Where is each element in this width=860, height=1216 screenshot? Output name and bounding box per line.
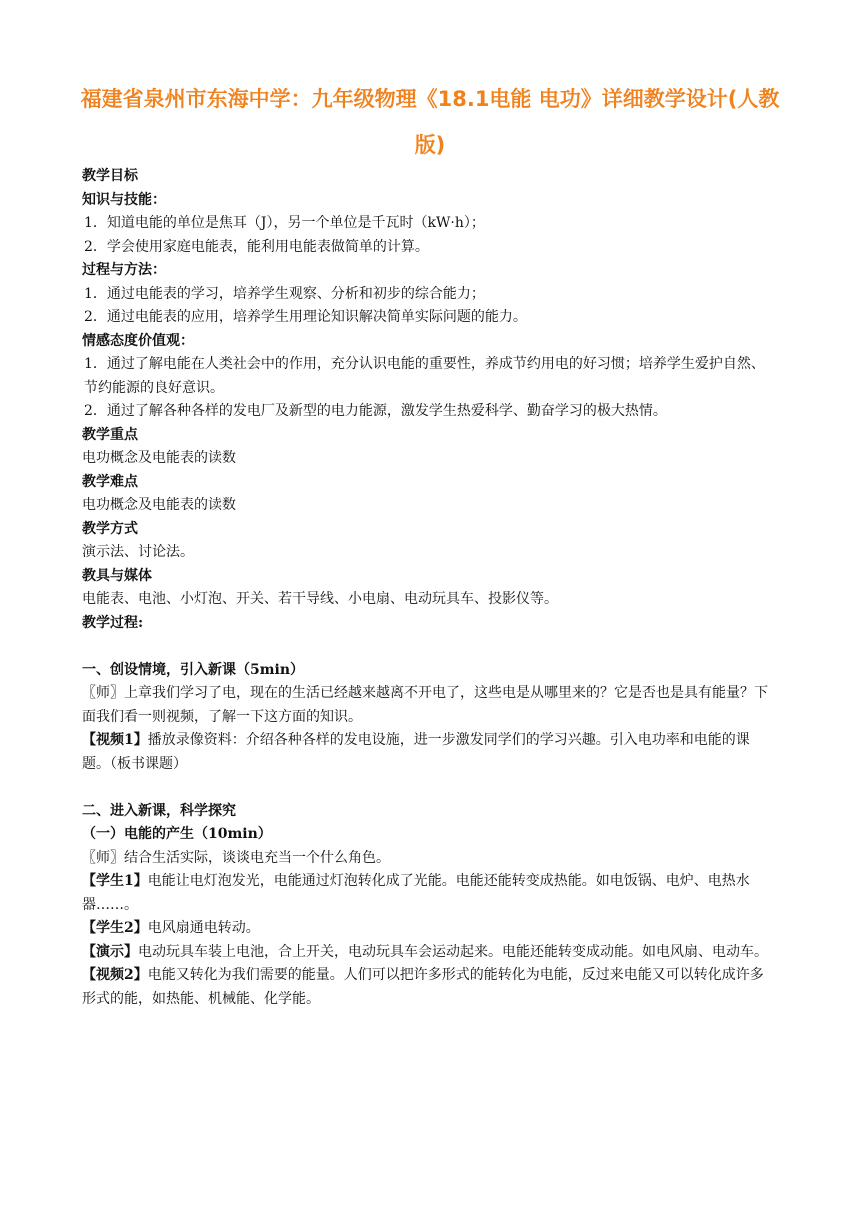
part2-subheading-1: （一）电能的产生（10min） xyxy=(82,826,272,842)
key-heading: 教学重点 xyxy=(82,426,138,443)
video1-text: 播放录像资料：介绍各种各样的发电设施，进一步激发同学们的学习兴趣。引入电功率和电能的课题。（板书课题） xyxy=(82,732,750,772)
process-steps-heading: 教学过程: xyxy=(82,614,144,631)
process-heading: 过程与方法： xyxy=(82,262,166,278)
spacer xyxy=(82,776,772,800)
difficulty-heading: 教学难点 xyxy=(82,473,138,490)
part1-paragraph-2 xyxy=(82,729,772,776)
knowledge-heading: 知识与技能： xyxy=(82,191,166,208)
emotion-heading: 情感态度价值观： xyxy=(82,332,194,349)
emotion-item-1: 1．通过了解电能在人类社会中的作用，充分认识电能的重要性，养成节约用电的好习惯；培养学生爱护自然、节约能源的良好意识。 xyxy=(84,356,765,396)
demo-text: 电动玩具车装上电池，合上开关，电动玩具车会运动起来。电能还能转变成动能。如电风扇、电动车。 xyxy=(138,943,768,960)
part1-heading: 一、创设情境，引入新课（5min） xyxy=(82,661,305,678)
spacer xyxy=(82,635,772,659)
method-text: 演示法、讨论法。 xyxy=(82,544,194,560)
student1-label: 【学生1】 xyxy=(82,873,148,889)
video1-label: 【视频1】 xyxy=(82,732,148,748)
video2-label: 【视频2】 xyxy=(82,967,148,983)
tools-text: 电能表、电池、小灯泡、开关、若干导线、小电扇、电动玩具车、投影仪等。 xyxy=(82,591,558,607)
knowledge-item-1: 1．知道电能的单位是焦耳（J），另一个单位是千瓦时（kW·h）； xyxy=(84,215,485,231)
difficulty-text: 电功概念及电能表的读数 xyxy=(82,497,236,513)
part2-paragraph-4 xyxy=(82,941,772,965)
student2-label: 【学生2】 xyxy=(82,920,148,936)
goals-heading: 教学目标 xyxy=(82,168,138,184)
document-body xyxy=(82,165,772,1011)
part2-paragraph-1: 〖师〗结合生活实际，谈谈电充当一个什么角色。 xyxy=(82,849,390,866)
student2-text: 电风扇通电转动。 xyxy=(147,920,260,936)
document-title: 福建省泉州市东海中学：九年级物理《18.1电能 电功》详细教学设计(人教版) xyxy=(80,87,780,157)
demo-label: 【演示】 xyxy=(82,943,138,960)
key-text: 电功概念及电能表的读数 xyxy=(82,450,236,466)
part1-paragraph-1: 〖师〗上章我们学习了电，现在的生活已经越来越离不开电了，这些电是从哪里来的？它是否也是具有能量？下面我们看一则视频，了解一下这方面的知识。 xyxy=(82,685,768,725)
part2-heading: 二、进入新课，科学探究 xyxy=(82,802,236,819)
method-heading: 教学方式 xyxy=(82,520,138,537)
part2-paragraph-2 xyxy=(82,870,772,917)
part2-paragraph-5 xyxy=(82,964,772,1011)
emotion-item-2: 2．通过了解各种各样的发电厂及新型的电力能源，激发学生热爱科学、勤奋学习的极大热情。 xyxy=(84,403,667,419)
tools-heading: 教具与媒体 xyxy=(82,567,152,584)
part2-paragraph-3 xyxy=(82,917,772,941)
knowledge-item-2: 2．学会使用家庭电能表，能利用电能表做简单的计算。 xyxy=(84,238,429,255)
process-item-1: 1．通过电能表的学习，培养学生观察、分析和初步的综合能力； xyxy=(84,285,485,302)
student1-text: 电能让电灯泡发光，电能通过灯泡转化成了光能。电能还能转变成热能。如电饭锅、电炉、电热水器……。 xyxy=(82,873,750,913)
video2-text: 电能又转化为我们需要的能量。人们可以把许多形式的能转化为电能，反过来电能又可以转化成许多形式的能，如热能、机械能、化学能。 xyxy=(82,967,764,1007)
process-item-2: 2．通过电能表的应用，培养学生用理论知识解决简单实际问题的能力。 xyxy=(84,309,527,325)
